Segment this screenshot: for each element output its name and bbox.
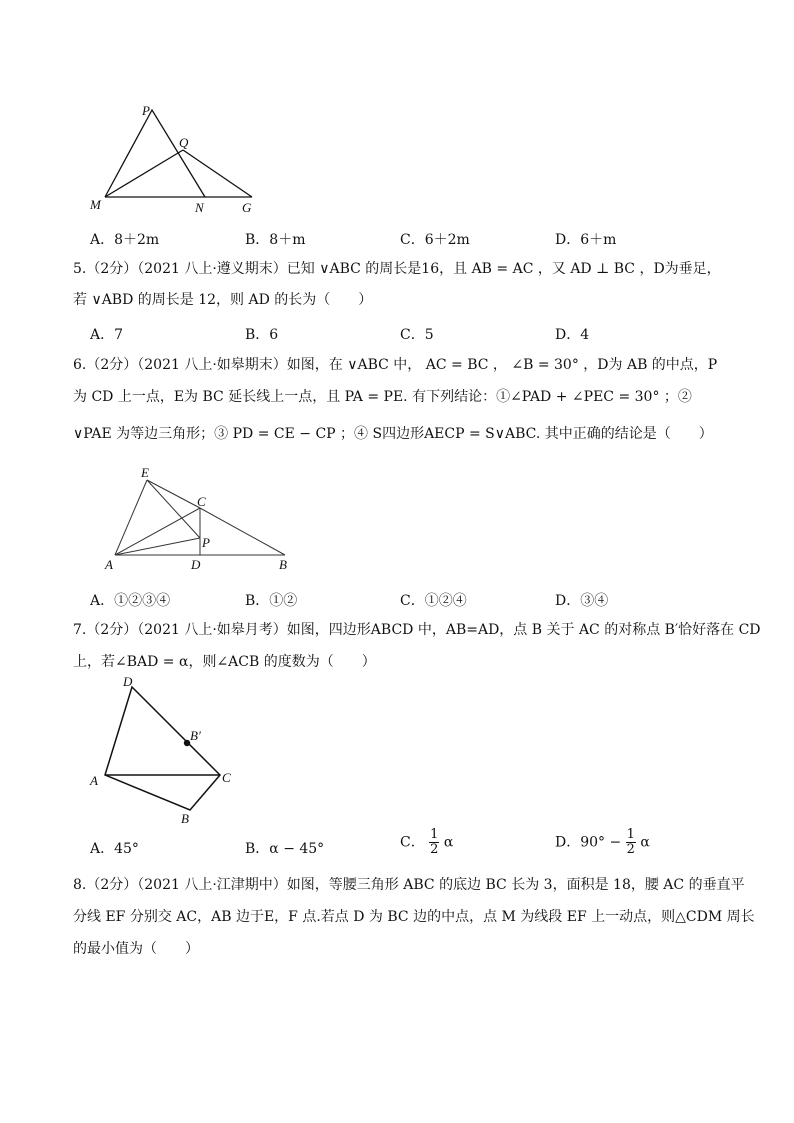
q4-option-b[interactable]: B．8＋m	[245, 232, 306, 248]
fig6-label-a: A	[105, 557, 113, 572]
q6-stem-line2: 为 CD 上一点，E为 BC 延长线上一点，且 PA = PE. 有下列结论：①∠PAD + ∠PEC = 30° ；②	[73, 389, 692, 405]
q7-option-c-fraction	[429, 828, 439, 857]
fig6-label-c: C	[197, 494, 206, 509]
q7-stem-line2: 上，若∠BAD = α，则∠ACB 的度数为（ ）	[73, 654, 376, 670]
q7-option-d-suffix: α	[640, 834, 650, 851]
q8-stem-line3: 的最小值为（ ）	[73, 941, 199, 957]
q6-stem-line1: 6.（2分）（2021 八上·如皋期末）如图，在 ∨ABC 中， AC = BC ， ∠B = 30° ，D为 AB 的中点，P	[73, 357, 718, 373]
q7-option-d-prefix: D．90° −	[555, 834, 626, 851]
q6-triangle-figure	[100, 460, 300, 575]
q7-option-a[interactable]: A．45°	[90, 841, 139, 857]
q6-stem-line3: ∨PAE 为等边三角形；③ PD = CE − CP ；④ S四边形AECP = S∨ABC. 其中正确的结论是（ ）	[73, 426, 713, 442]
fig7-label-b: B	[181, 811, 189, 826]
q7-option-c[interactable]	[400, 828, 453, 857]
q7-option-c-denominator: 2	[430, 842, 439, 857]
q7-option-b[interactable]: B．α − 45°	[245, 841, 325, 857]
fig4-label-p: P	[142, 103, 150, 118]
fig4-label-n: N	[195, 200, 204, 215]
fig4-label-g: G	[242, 200, 252, 215]
q7-option-d[interactable]	[555, 828, 650, 857]
q5-option-d[interactable]: D．4	[555, 327, 590, 343]
q7-option-d-fraction	[626, 828, 636, 857]
q4-option-c[interactable]: C．6＋2m	[400, 232, 470, 248]
q7-option-c-numerator: 1	[430, 827, 439, 842]
fig7-label-a: A	[90, 773, 98, 788]
q7-option-d-numerator: 1	[626, 827, 635, 842]
q6-option-b[interactable]: B．①②	[245, 593, 298, 609]
q6-option-c[interactable]: C．①②④	[400, 593, 467, 609]
q8-stem-line2: 分线 EF 分别交 AC，AB 边于E，F 点.若点 D 为 BC 边的中点，点 M 为线段 EF 上一动点，则△CDM 周长	[73, 909, 755, 925]
q6-option-a[interactable]: A．①②③④	[90, 593, 171, 609]
q5-option-c[interactable]: C．5	[400, 327, 434, 343]
q5-option-a[interactable]: A．7	[90, 327, 124, 343]
q8-stem-line1: 8.（2分）（2021 八上·江津期中）如图，等腰三角形 ABC 的底边 BC 长为 3，面积是 18，腰 AC 的垂直平	[73, 877, 745, 893]
q4-option-a[interactable]: A．8＋2m	[90, 232, 160, 248]
fig6-label-b: B	[279, 557, 287, 572]
q6-option-d[interactable]: D．③④	[555, 593, 609, 609]
fig4-label-m: M	[90, 197, 101, 212]
q4-triangle-figure	[80, 100, 280, 220]
q7-option-c-prefix: C．	[400, 834, 425, 851]
fig7-label-c: C	[222, 770, 231, 785]
fig6-label-e: E	[141, 465, 149, 480]
q5-stem-line2: 若 ∨ABD 的周长是 12，则 AD 的长为（ ）	[73, 292, 373, 308]
q5-option-b[interactable]: B．6	[245, 327, 279, 343]
fig6-label-p: P	[202, 535, 210, 550]
fig7-label-b-prime: B′	[190, 728, 201, 743]
q7-stem-line1: 7.（2分）（2021 八上·如皋月考）如图，四边形ABCD 中，AB=AD，点 B 关于 AC 的对称点 B′恰好落在 CD	[73, 622, 761, 638]
q5-stem-line1: 5.（2分）（2021 八上·遵义期末）已知 ∨ABC 的周长是16，且 AB = AC ，又 AD ⊥ BC ，D为垂足，	[73, 261, 721, 277]
fig4-label-q: Q	[179, 135, 189, 150]
q4-option-d[interactable]: D．6＋m	[555, 232, 617, 248]
q7-quadrilateral-figure	[85, 672, 245, 832]
q7-option-d-denominator: 2	[626, 842, 635, 857]
fig6-label-d: D	[191, 557, 201, 572]
fig7-label-d: D	[123, 674, 133, 689]
q7-option-c-suffix: α	[443, 834, 454, 851]
